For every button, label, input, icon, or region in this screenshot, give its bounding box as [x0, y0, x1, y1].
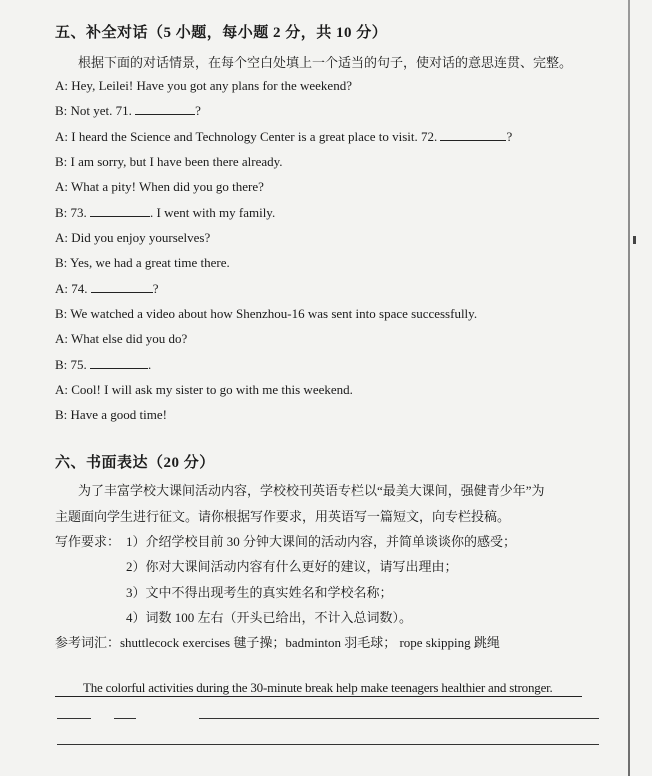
dialogue-text: A: Cool! I will ask my sister to go with me this weekend. [55, 382, 353, 397]
dialogue-line [55, 78, 352, 94]
dialogue-text: B: We watched a video about how Shenzhou-16 was sent into space successfully. [55, 306, 478, 321]
dialogue-text-end: ? [152, 281, 159, 296]
dialogue-line [55, 205, 275, 221]
answer-blank-75[interactable] [90, 357, 148, 369]
dialogue-line [55, 407, 167, 423]
dialogue-line [55, 255, 230, 271]
dialogue-text: B: I am sorry, but I have been there already. [55, 154, 283, 169]
dialogue-text: B: Have a good time! [55, 407, 167, 422]
page-edge-shadow [628, 0, 630, 776]
page-edge-mark [633, 236, 636, 244]
dialogue-line [55, 357, 151, 373]
dialogue-text: A: I heard the Science and Technology Center is a great place to visit. 72. [55, 129, 441, 144]
dialogue-text: B: 73. [55, 205, 91, 220]
dialogue-text-end: ? [195, 103, 201, 118]
dialogue-line [55, 179, 264, 195]
dialogue-text: B: Not yet. 71. [55, 103, 136, 118]
answer-blank-74[interactable] [91, 281, 153, 293]
requirement-item: 1）介绍学校目前 30 分钟大课间的活动内容，并简单谈谈你的感受； [126, 534, 517, 549]
dialogue-text: A: 74. [55, 281, 91, 296]
dialogue-text: B: 75. [55, 357, 91, 372]
dialogue-text-end: . [148, 357, 152, 372]
dialogue-line [55, 129, 512, 145]
dialogue-text-end: ? [506, 129, 513, 144]
writing-line[interactable] [57, 744, 599, 745]
section6-intro-line2: 主题面向学生进行征文。请你根据写作要求，用英语写一篇短文，向专栏投稿。 [55, 509, 511, 524]
dialogue-text: A: What a pity! When did you go there? [55, 179, 264, 194]
writing-line-short[interactable] [57, 718, 91, 719]
dialogue-text-end: . I went with my family. [150, 205, 276, 220]
dialogue-text: A: What else did you do? [55, 331, 188, 346]
section5-title: 五、补全对话（5 小题，每小题 2 分，共 10 分） [55, 25, 388, 41]
dialogue-line [55, 154, 283, 170]
dialogue-text: A: Hey, Leilei! Have you got any plans for the weekend? [55, 78, 352, 93]
answer-blank-72[interactable] [440, 129, 506, 141]
dialogue-line [55, 306, 477, 322]
reference-vocabulary: 参考词汇：shuttlecock exercises 毽子操；badminton 羽毛球； rope skipping 跳绳 [55, 635, 500, 650]
answer-blank-71[interactable] [135, 103, 195, 115]
requirement-item: 3）文中不得出现考生的真实姓名和学校名称； [126, 585, 393, 600]
dialogue-line [55, 230, 210, 246]
answer-blank-73[interactable] [90, 205, 150, 217]
section5-instruction: 根据下面的对话情景，在每个空白处填上一个适当的句子，使对话的意思连贯、完整。 [78, 55, 573, 70]
requirement-item: 4）词数 100 左右（开头已给出，不计入总词数）。 [126, 610, 413, 625]
writing-line[interactable] [199, 718, 599, 719]
requirements-label: 写作要求： [55, 534, 121, 549]
dialogue-line [55, 281, 159, 297]
section6-title: 六、书面表达（20 分） [55, 455, 215, 471]
section6-intro-line1: 为了丰富学校大课间活动内容，学校校刊英语专栏以“最美大课间，强健青少年”为 [78, 483, 545, 498]
writing-line-short[interactable] [114, 718, 136, 719]
dialogue-line [55, 382, 353, 398]
dialogue-line [55, 331, 187, 347]
dialogue-text: B: Yes, we had a great time there. [55, 255, 230, 270]
requirement-item: 2）你对大课间活动内容有什么更好的建议，请写出理由； [126, 559, 458, 574]
essay-opening-sentence: The colorful activities during the 30-minute break help make teenagers healthier and stronger. [55, 680, 582, 697]
dialogue-text: A: Did you enjoy yourselves? [55, 230, 211, 245]
dialogue-line [55, 103, 201, 119]
